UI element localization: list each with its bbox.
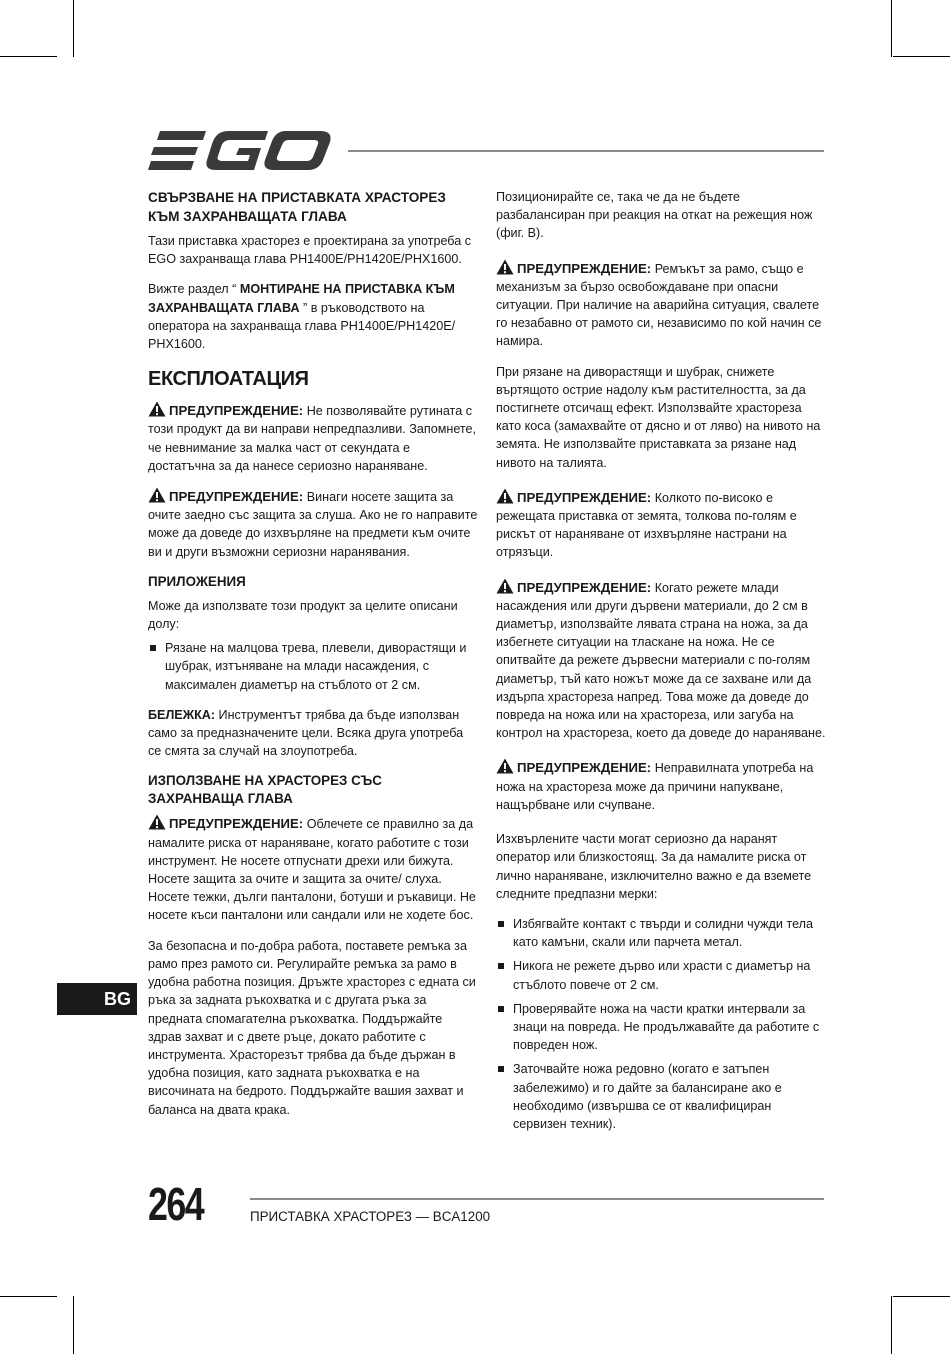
warning-text: Колкото по-високо е режещата приставка от земята, толкова по-голям е рискът от нараняване от изхвърляне настрани на отрязъци. xyxy=(496,490,797,560)
crop-mark xyxy=(73,0,74,57)
crop-mark xyxy=(893,1296,950,1297)
paragraph: За безопасна и по-добра работа, поставете ремъка за рамо през рамото си. Регулирайте ремъка за рамо в удобна работна позиция. Дръжте храсторез с едната си ръка за задната ръкохватка и с другата ръка за предната спомагателна ръкохватка. Поддържайте здрав захват и с двете ръце, докато работите с инструмента. Храсторезът трябва да бъде държан в удобна позиция, като задната ръкохватка е на височината на бедрото. Поддържайте вашия захват и баланса на двата крака. xyxy=(148,938,476,1117)
list-item: Проверявайте ножа на части кратки интервали за знаци на повреда. Не продължавайте да работите с повреден нож. xyxy=(496,1000,826,1055)
warning-text: Когато режете млади насаждения или други дървени материали, до 2 см в диаметър, използвайте лявата страна на ножа, за да избегнете ситуации на тласкане на ножа. Не се опитвайте да режете дървесни материали с по-голям диаметър, тъй като ножът може да се захване или да издърпа храстореза напред. Това може да доведе до повреда на ножа или на храстореза, или загуба на контрол на храстореза, което да доведе до нараняване. xyxy=(496,580,826,741)
crop-mark xyxy=(0,56,57,57)
warning-text: Винаги носете защита за очите заедно със защита за слуша. Ако не го направите може да доведе до изхвърляне на предмети към очите ви и други възможни сериозни наранявания. xyxy=(148,490,478,559)
crop-mark xyxy=(73,1296,74,1354)
bold-text: МОНТИРАНЕ НА ПРИСТАВКА КЪМ ЗАХРАНВАЩАТА ГЛАВА xyxy=(148,282,455,315)
warning-triangle-icon xyxy=(496,578,514,594)
bullet-list xyxy=(496,915,826,1133)
note-label: БЕЛЕЖКА: xyxy=(148,707,216,722)
footer-title: ПРИСТАВКА ХРАСТОРЕЗ — BCA1200 xyxy=(250,1209,491,1224)
text: Вижте раздел “ xyxy=(148,282,240,297)
right-column xyxy=(496,188,826,1145)
text: ” в ръководството на оператора на захранваща глава PH1400E/PH1420E/ PHX1600. xyxy=(148,300,456,352)
subsection-heading: ПРИЛОЖЕНИЯ xyxy=(148,573,246,589)
warning xyxy=(148,487,478,561)
warning-triangle-icon xyxy=(496,259,514,275)
ego-logo xyxy=(148,128,333,173)
paragraph: Може да използвате този продукт за целите описани долу: xyxy=(148,598,458,632)
warning-label: ПРЕДУПРЕЖДЕНИЕ: xyxy=(169,403,304,419)
paragraph: Изхвърлените части могат сериозно да наранят оператор или близкостоящ. За да намалите риска от лично нараняване, изключително важно е да вземете следните предпазни мерки: xyxy=(496,832,812,901)
list-item: Заточвайте ножа редовно (когато е затъпен забележимо) и го дайте за балансиране ако е необходимо (извършва се от квалифициран сервизен техник). xyxy=(496,1060,826,1133)
warning-label: ПРЕДУПРЕЖДЕНИЕ: xyxy=(517,489,652,505)
warning-triangle-icon xyxy=(148,401,166,417)
warning-triangle-icon xyxy=(496,758,514,774)
paragraph xyxy=(148,280,478,353)
warning-text: Ремъкът за рамо, също е механизъм за бързо освобождаване при опасни ситуации. При наличие на аварийна ситуация, свалете го незабавно от рамото си, независимо по кой начин се намира. xyxy=(496,261,822,349)
warning-text: Неправилната употреба на ножа на храстореза може да причини напукване, нащърбване или счупване. xyxy=(496,761,814,812)
warning-label: ПРЕДУПРЕЖДЕНИЕ: xyxy=(517,579,652,595)
subsection-heading: ИЗПОЛЗВАНЕ НА ХРАСТОРЕЗ СЪС ЗАХРАНВАЩА ГЛАВА xyxy=(148,773,382,807)
warning xyxy=(148,401,478,475)
warning-label: ПРЕДУПРЕЖДЕНИЕ: xyxy=(517,260,652,276)
warning-label: ПРЕДУПРЕЖДЕНИЕ: xyxy=(169,816,304,832)
crop-mark xyxy=(893,56,950,57)
warning-text: Не позволявайте рутината с този продукт да ви направи непредпазливи. Запомнете, че невнимание за малка част от секундата е достатъчна за да нанесе сериозно нараняване. xyxy=(148,404,477,473)
list-item: Никога не режете дърво или храсти с диаметър на стъблото повече от 2 см. xyxy=(496,957,826,993)
warning xyxy=(496,259,826,351)
header-rule xyxy=(348,150,824,152)
warning-triangle-icon xyxy=(148,814,166,830)
crop-mark xyxy=(0,1296,57,1297)
list-item: Избягвайте контакт с твърди и солидни чужди тела като камъни, скали или парчета метал. xyxy=(496,915,826,951)
paragraph: Тази приставка храсторез е проектирана за употреба с EGO захранваща глава PH1400E/PH1420E/PHX1600. xyxy=(148,234,472,267)
section-heading: СВЪРЗВАНЕ НА ПРИСТАВКАТА ХРАСТОРЕЗ КЪМ ЗАХРАНВАЩАТА ГЛАВА xyxy=(148,190,446,224)
warning-triangle-icon xyxy=(148,487,166,503)
warning xyxy=(496,578,826,743)
page-number: 264 xyxy=(148,1178,204,1230)
note-text: Инструментът трябва да бъде използван само за предназначените цели. Всяка друга употреба се смята за случай на злоупотреба. xyxy=(148,707,464,759)
note xyxy=(148,706,478,761)
crop-mark xyxy=(891,1296,892,1354)
warning-triangle-icon xyxy=(496,488,514,504)
crop-mark xyxy=(891,0,892,57)
left-column xyxy=(148,188,478,1131)
section-title: ЕКСПЛОАТАЦИЯ xyxy=(148,368,309,391)
bullet-list xyxy=(148,639,478,694)
warning xyxy=(496,758,826,814)
warning-label: ПРЕДУПРЕЖДЕНИЕ: xyxy=(169,489,304,505)
paragraph: Позиционирайте се, така че да не бъдете разбалансиран при реакция на откат на режещия нож (фиг. B). xyxy=(496,190,813,241)
warning-label: ПРЕДУПРЕЖДЕНИЕ: xyxy=(517,760,652,776)
language-tab: BG xyxy=(57,983,137,1015)
warning xyxy=(148,814,478,924)
footer-rule xyxy=(250,1198,824,1200)
warning-text: Облечете се правилно за да намалите риска от нараняване, когато работите с този инструмент. Не носете отпуснати дрехи или бижута. Носете защита за очите и защита за очите/ слуха. Носете тежки, дълги панталони, ботуши и ръкавици. Не носете къси панталони или сандали или не ходете бос. xyxy=(148,817,476,923)
paragraph: При рязане на диворастящи и шубрак, снижете въртящото острие надолу към растителността, за да постигнете отсичащ ефект. Използвайте храстореза като коса (замахвайте от дясно и от ляво) на нивото на земята. Не използвайте приставката за рязане над нивото на талията. xyxy=(496,364,821,470)
warning xyxy=(496,488,826,562)
list-item: Рязане на малцова трева, плевели, диворастящи и шубрак, изтъняване на млади насаждения, с максимален диаметър на стъблото от 2 см. xyxy=(148,639,478,694)
